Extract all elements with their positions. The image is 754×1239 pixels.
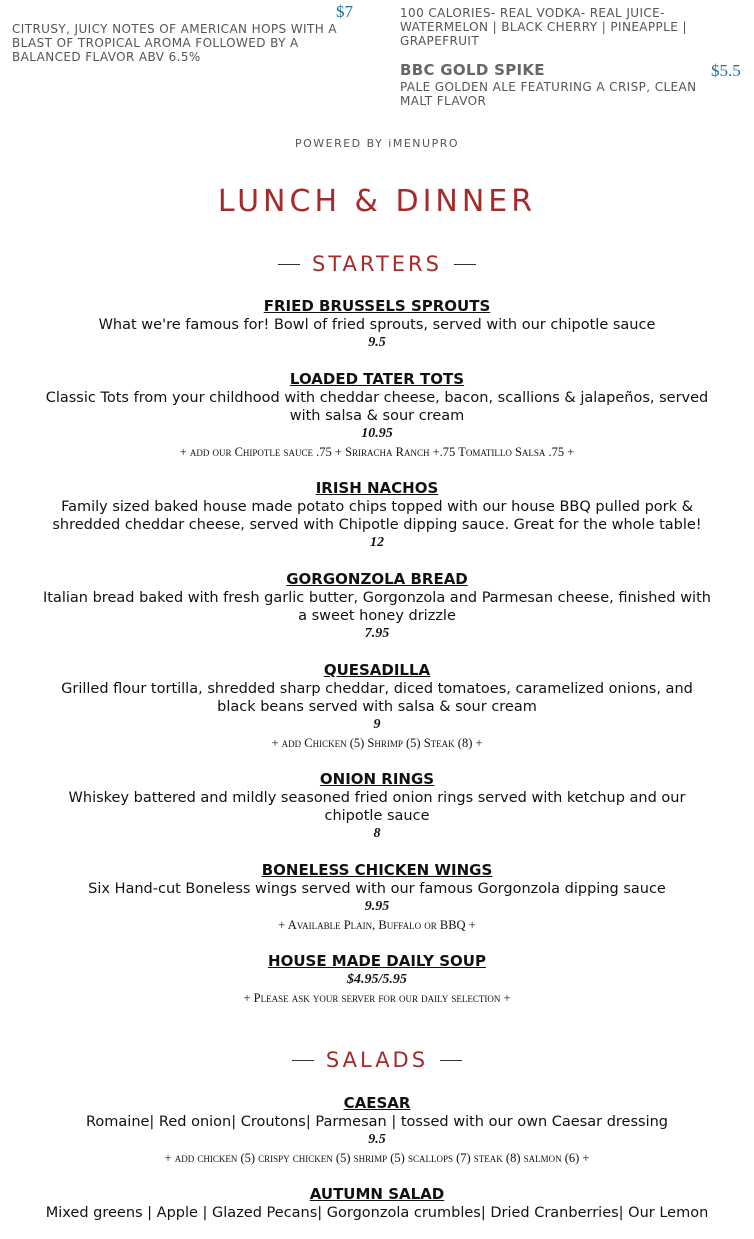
section-title: STARTERS — [312, 252, 442, 276]
item-price: 9.5 — [368, 335, 386, 350]
menu-item — [40, 296, 714, 352]
item-price: 10.95 — [361, 426, 393, 441]
drink-name: BBC GOLD SPIKE — [400, 61, 545, 79]
powered-by-link[interactable]: POWERED BY iMENUPRO — [294, 137, 460, 150]
menu-item — [40, 1093, 714, 1167]
item-addons: + Available Plain, Buffalo or BBQ + — [278, 918, 476, 932]
divider — [454, 264, 476, 265]
item-description: Six Hand-cut Boneless wings served with our famous Gorgonzola dipping sauce — [88, 881, 666, 897]
salads-heading — [0, 1048, 754, 1072]
menu-item — [40, 1184, 714, 1222]
item-price: $4.95/5.95 — [347, 972, 407, 987]
menu-item — [40, 769, 714, 843]
item-description: Classic Tots from your childhood with cheddar cheese, bacon, scallions & jalapeños, served with salsa & sour cream — [45, 390, 709, 424]
item-name: BONELESS CHICKEN WINGS — [261, 861, 493, 879]
menu-item — [40, 569, 714, 643]
menu-item — [40, 660, 714, 752]
divider — [278, 264, 300, 265]
item-description: Italian bread baked with fresh garlic butter, Gorgonzola and Parmesan cheese, finished with a sweet honey drizzle — [43, 590, 711, 624]
item-name: ONION RINGS — [319, 770, 435, 788]
item-name: FRIED BRUSSELS SPROUTS — [263, 297, 491, 315]
item-price: 9 — [373, 717, 381, 732]
drink-description: CITRUSY, JUICY NOTES OF AMERICAN HOPS WITH A BLAST OF TROPICAL AROMA FOLLOWED BY A BALANCED FLAVOR ABV 6.5% — [12, 22, 337, 64]
item-description: Whiskey battered and mildly seasoned fried onion rings served with ketchup and our chipotle sauce — [68, 790, 686, 824]
menu-item — [40, 478, 714, 552]
item-addons: + add Chicken (5) Shrimp (5) Steak (8) + — [271, 736, 483, 750]
item-price: 9.95 — [364, 899, 390, 914]
item-name: HOUSE MADE DAILY SOUP — [268, 952, 486, 970]
item-description: Romaine| Red onion| Croutons| Parmesan | tossed with our own Caesar dressing — [85, 1114, 668, 1130]
item-description: Grilled flour tortilla, shredded sharp cheddar, diced tomatoes, caramelized onions, and black beans served with salsa & sour cream — [61, 681, 693, 715]
divider — [292, 1060, 314, 1061]
item-name: QUESADILLA — [323, 661, 431, 679]
menu-title: LUNCH & DINNER — [217, 184, 537, 219]
starters-list — [40, 296, 714, 1024]
drink-description: PALE GOLDEN ALE FEATURING A CRISP, CLEAN MALT FLAVOR — [400, 80, 697, 108]
starters-heading — [0, 252, 754, 276]
item-price: 8 — [373, 826, 381, 841]
item-name: LOADED TATER TOTS — [289, 370, 465, 388]
salads-list — [40, 1093, 714, 1239]
item-addons: + Please ask your server for our daily selection + — [243, 991, 511, 1005]
item-description: Mixed greens | Apple | Glazed Pecans| Gorgonzola crumbles| Dried Cranberries| Our Lemon — [45, 1205, 709, 1221]
item-addons: + add our Chipotle sauce .75 + Sriracha Ranch +.75 Tomatillo Salsa .75 + — [179, 445, 575, 459]
item-addons: + add chicken (5) crispy chicken (5) shrimp (5) scallops (7) steak (8) salmon (6) + — [164, 1151, 590, 1165]
drink-description: 100 CALORIES- REAL VODKA- REAL JUICE- WATERMELON | BLACK CHERRY | PINEAPPLE | GRAPEFRUIT — [400, 6, 687, 48]
item-name: IRISH NACHOS — [315, 479, 439, 497]
item-description: What we're famous for! Bowl of fried sprouts, served with our chipotle sauce — [98, 317, 656, 333]
item-name: GORGONZOLA BREAD — [286, 570, 468, 588]
item-price: 12 — [370, 535, 384, 550]
drink-price: $5.5 — [711, 61, 741, 80]
item-price: 9.5 — [368, 1132, 386, 1147]
menu-item — [40, 860, 714, 934]
item-name: AUTUMN SALAD — [309, 1185, 445, 1203]
item-name: CAESAR — [343, 1094, 411, 1112]
item-description: Family sized baked house made potato chips topped with our house BBQ pulled pork & shredded cheddar cheese, served with Chipotle dipping sauce. Great for the whole table! — [52, 499, 702, 533]
item-price: 7.95 — [364, 626, 390, 641]
menu-item — [40, 951, 714, 1007]
drinks-section — [0, 0, 754, 120]
menu-item — [40, 369, 714, 461]
divider — [440, 1060, 462, 1061]
drink-price: $7 — [336, 2, 353, 21]
section-title: SALADS — [325, 1048, 429, 1072]
